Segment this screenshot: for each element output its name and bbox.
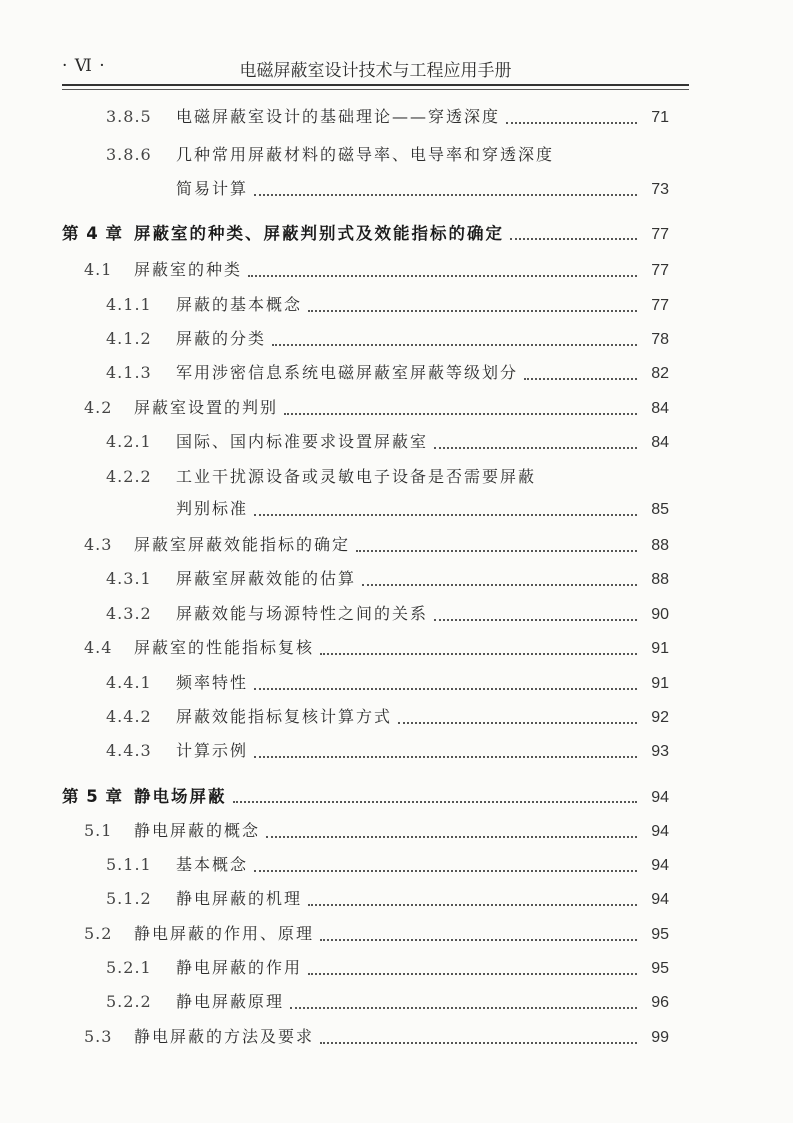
- toc-entry-page: 77: [651, 297, 669, 314]
- toc-entry-number: 4.3.2: [106, 604, 152, 623]
- toc-entry-number: 5.3: [84, 1027, 113, 1046]
- toc-chapter-number: 第 4 章: [62, 224, 123, 243]
- leader-dots: [524, 378, 637, 380]
- toc-entry-number: 4.2.1: [106, 432, 152, 451]
- toc-entry-5-1[interactable]: [84, 818, 669, 848]
- toc-entry-title: 静电屏蔽的作用、原理: [134, 924, 315, 943]
- leader-dots: [308, 904, 637, 906]
- toc-entry-3-8-5[interactable]: [106, 104, 669, 134]
- toc-entry-number: 4.4.1: [106, 673, 152, 692]
- toc-entry-number: 4.4: [84, 638, 113, 657]
- toc-entry-number: 4.1.2: [106, 329, 152, 348]
- toc-entry-page: 92: [651, 709, 669, 726]
- leader-dots: [320, 653, 637, 655]
- toc-entry-title: 国际、国内标准要求设置屏蔽室: [176, 432, 429, 451]
- toc-entry-5-3[interactable]: [84, 1024, 669, 1054]
- toc-entry-number: 5.1: [84, 821, 113, 840]
- toc-entry-4-1-2[interactable]: [106, 326, 669, 356]
- toc-entry-5-1-2[interactable]: [106, 886, 669, 916]
- toc-entry-title: 静电屏蔽的机理: [176, 889, 303, 908]
- toc-entry-page: 84: [651, 400, 669, 417]
- toc-entry-title: 屏蔽室的性能指标复核: [134, 638, 315, 657]
- toc-entry-page: 82: [651, 365, 669, 382]
- toc-entry-3-8-6-line1[interactable]: [106, 142, 554, 165]
- toc-entry-page: 91: [651, 675, 669, 692]
- toc-chapter-title: 屏蔽室的种类、屏蔽判别式及效能指标的确定: [134, 224, 504, 243]
- toc-entry-number: 4.2: [84, 398, 113, 417]
- toc-entry-title: 频率特性: [176, 673, 249, 692]
- toc-entry-page: 71: [651, 109, 669, 126]
- toc-entry-title: 屏蔽室设置的判别: [134, 398, 279, 417]
- toc-entry-4-3[interactable]: [84, 532, 669, 562]
- leader-dots: [248, 275, 637, 277]
- toc-entry-title: 军用涉密信息系统电磁屏蔽室屏蔽等级划分: [176, 363, 519, 382]
- toc-chapter-4[interactable]: [62, 220, 669, 250]
- toc-entry-4-1-3[interactable]: [106, 360, 669, 390]
- leader-dots: [233, 801, 638, 803]
- toc-entry-4-4-3[interactable]: [106, 738, 669, 768]
- leader-dots: [434, 447, 637, 449]
- leader-dots: [290, 1007, 637, 1009]
- toc-entry-4-2[interactable]: [84, 395, 669, 425]
- toc-entry-4-2-1[interactable]: [106, 429, 669, 459]
- toc-entry-5-2-2[interactable]: [106, 989, 669, 1019]
- toc-entry-page: 78: [651, 331, 669, 348]
- toc-entry-page: 90: [651, 606, 669, 623]
- toc-chapter-5[interactable]: [62, 783, 669, 813]
- toc-entry-title: 电磁屏蔽室设计的基础理论——穿透深度: [176, 107, 501, 126]
- toc-entry-title: 工业干扰源设备或灵敏电子设备是否需要屏蔽: [176, 467, 537, 486]
- toc-entry-title: 屏蔽室的种类: [134, 260, 243, 279]
- toc-entry-title-cont: 判别标准: [176, 499, 249, 518]
- toc-entry-4-3-2[interactable]: [106, 601, 669, 631]
- page-header: [62, 52, 689, 82]
- toc-entry-title: 几种常用屏蔽材料的磁导率、电导率和穿透深度: [176, 145, 555, 164]
- leader-dots: [506, 122, 637, 124]
- toc-entry-4-4-2[interactable]: [106, 704, 669, 734]
- toc-entry-page: 94: [651, 789, 669, 806]
- leader-dots: [266, 836, 637, 838]
- toc-entry-page: 84: [651, 434, 669, 451]
- toc-entry-number: 5.2: [84, 924, 113, 943]
- toc-entry-number: 4.4.2: [106, 707, 152, 726]
- toc-entry-page: 73: [651, 181, 669, 198]
- toc-entry-number: 4.1.3: [106, 363, 152, 382]
- toc-entry-page: 99: [651, 1029, 669, 1046]
- toc-chapter-title: 静电场屏蔽: [134, 787, 227, 806]
- leader-dots: [254, 514, 637, 516]
- toc-entry-page: 94: [651, 891, 669, 908]
- toc-entry-4-4[interactable]: [84, 635, 669, 665]
- toc-entry-3-8-6-line2[interactable]: [176, 176, 669, 206]
- leader-dots: [510, 238, 637, 240]
- toc-entry-page: 93: [651, 743, 669, 760]
- toc-entry-title: 屏蔽室屏蔽效能指标的确定: [134, 535, 351, 554]
- toc-entry-number: 5.1.2: [106, 889, 152, 908]
- toc-entry-title: 静电屏蔽的方法及要求: [134, 1027, 315, 1046]
- toc-entry-5-1-1[interactable]: [106, 852, 669, 882]
- toc-entry-number: 4.3.1: [106, 569, 152, 588]
- toc-entry-number: 4.4.3: [106, 741, 152, 760]
- toc-entry-title: 静电屏蔽原理: [176, 992, 285, 1011]
- leader-dots: [254, 756, 637, 758]
- leader-dots: [356, 550, 637, 552]
- toc-entry-page: 77: [651, 226, 669, 243]
- leader-dots: [308, 973, 637, 975]
- toc-entry-number: 3.8.6: [106, 145, 152, 164]
- toc-entry-5-2[interactable]: [84, 921, 669, 951]
- toc-entry-title: 屏蔽效能指标复核计算方式: [176, 707, 393, 726]
- leader-dots: [362, 584, 637, 586]
- leader-dots: [398, 722, 637, 724]
- toc-entry-4-3-1[interactable]: [106, 566, 669, 596]
- toc-entry-page: 85: [651, 501, 669, 518]
- toc-entry-page: 94: [651, 857, 669, 874]
- header-rule-thick: [62, 84, 689, 86]
- toc-entry-page: 88: [651, 537, 669, 554]
- toc-entry-page: 96: [651, 994, 669, 1011]
- toc-entry-number: 5.2.1: [106, 958, 152, 977]
- toc-entry-4-1[interactable]: [84, 257, 669, 287]
- toc-entry-number: 4.3: [84, 535, 113, 554]
- toc-entry-title: 屏蔽效能与场源特性之间的关系: [176, 604, 429, 623]
- toc-entry-title: 计算示例: [176, 741, 249, 760]
- toc-entry-page: 95: [651, 926, 669, 943]
- leader-dots: [320, 1042, 637, 1044]
- toc-chapter-number: 第 5 章: [62, 787, 123, 806]
- toc-entry-page: 94: [651, 823, 669, 840]
- toc-entry-title: 屏蔽的基本概念: [176, 295, 303, 314]
- toc-entry-title: 静电屏蔽的概念: [134, 821, 261, 840]
- toc-entry-number: 4.1: [84, 260, 113, 279]
- toc-entry-number: 5.2.2: [106, 992, 152, 1011]
- toc-entry-number: 3.8.5: [106, 107, 152, 126]
- toc-entry-4-4-1[interactable]: [106, 670, 669, 700]
- leader-dots: [308, 310, 637, 312]
- toc-entry-4-2-2-line1[interactable]: [106, 464, 536, 487]
- toc-entry-number: 4.2.2: [106, 467, 152, 486]
- toc-entry-page: 91: [651, 640, 669, 657]
- toc-entry-4-1-1[interactable]: [106, 292, 669, 322]
- toc-entry-title: 屏蔽的分类: [176, 329, 267, 348]
- toc-entry-page: 77: [651, 262, 669, 279]
- toc-entry-title: 基本概念: [176, 855, 249, 874]
- toc-entry-page: 95: [651, 960, 669, 977]
- leader-dots: [254, 870, 637, 872]
- toc-entry-5-2-1[interactable]: [106, 955, 669, 985]
- leader-dots: [284, 413, 637, 415]
- toc-entry-title: 屏蔽室屏蔽效能的估算: [176, 569, 357, 588]
- leader-dots: [320, 939, 637, 941]
- toc-entry-page: 88: [651, 571, 669, 588]
- leader-dots: [254, 194, 637, 196]
- toc-entry-4-2-2-line2[interactable]: [176, 496, 669, 526]
- toc-entry-number: 5.1.1: [106, 855, 152, 874]
- toc-entry-number: 4.1.1: [106, 295, 152, 314]
- leader-dots: [272, 344, 637, 346]
- header-rule-thin: [62, 89, 689, 90]
- page-folio: · Ⅵ ·: [62, 56, 106, 76]
- leader-dots: [434, 619, 637, 621]
- toc-entry-title: 静电屏蔽的作用: [176, 958, 303, 977]
- toc-entry-title-cont: 简易计算: [176, 179, 249, 198]
- leader-dots: [254, 688, 637, 690]
- running-title: 电磁屏蔽室设计技术与工程应用手册: [239, 61, 512, 81]
